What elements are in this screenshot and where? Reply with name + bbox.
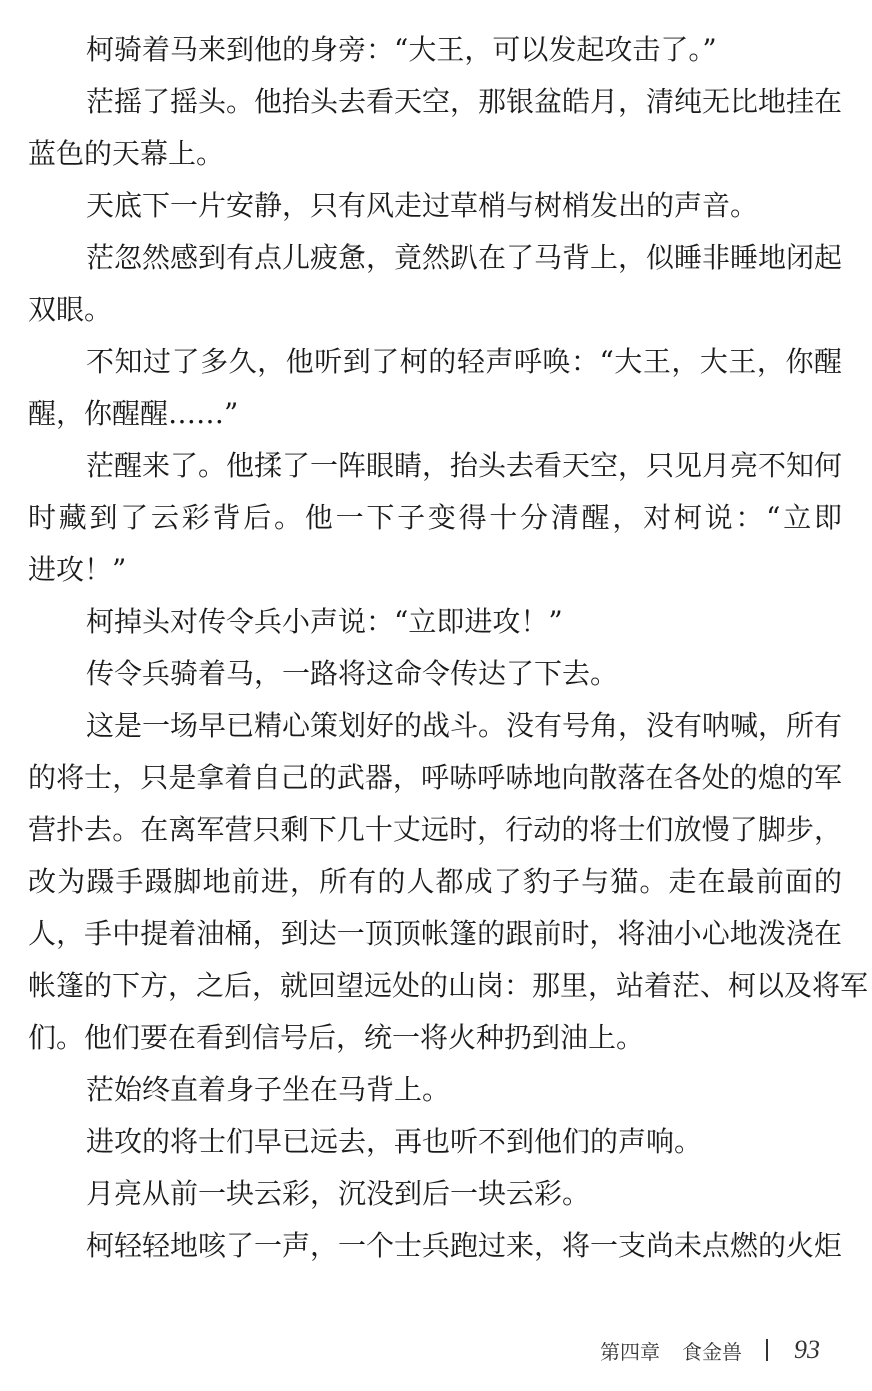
paragraph-line: 人，手中提着油桶，到达一顶顶帐篷的跟前时，将油小心地泼浇在: [28, 917, 842, 950]
paragraph-first-line: 茫摇了摇头。他抬头去看天空，那银盆皓月，清纯无比地挂在: [86, 85, 843, 118]
page-footer: [600, 1332, 820, 1368]
paragraph-first-line: 这是一场早已精心策划好的战斗。没有号角，没有呐喊，所有: [86, 709, 843, 742]
paragraph-first-line: 茫醒来了。他揉了一阵眼睛，抬头去看天空，只见月亮不知何: [86, 449, 843, 482]
paragraph-line: 营扑去。在离军营只剩下几十丈远时，行动的将士们放慢了脚步，: [28, 813, 842, 846]
paragraph-line: 双眼。: [28, 293, 113, 326]
paragraph-line: 们。他们要在看到信号后，统一将火种扔到油上。: [28, 1021, 645, 1054]
paragraph-first-line: 不知过了多久，他听到了柯的轻声呼唤：“大王，大王，你醒: [86, 345, 842, 378]
paragraph-line: 醒，你醒醒……”: [28, 397, 239, 430]
paragraph-first-line: 月亮从前一块云彩，沉没到后一块云彩。: [86, 1177, 591, 1210]
paragraph-first-line: 天底下一片安静，只有风走过草梢与树梢发出的声音。: [86, 189, 759, 222]
paragraph-first-line: 柯轻轻地咳了一声，一个士兵跑过来，将一支尚未点燃的火炬: [86, 1229, 843, 1262]
paragraph-line: 改为蹑手蹑脚地前进，所有的人都成了豹子与猫。走在最前面的: [28, 865, 842, 898]
paragraph-first-line: 柯掉头对传令兵小声说：“立即进攻！”: [86, 605, 563, 638]
paragraph-first-line: 茫始终直着身子坐在马背上。: [86, 1073, 451, 1106]
page-body: [28, 24, 869, 1272]
paragraph-first-line: 茫忽然感到有点儿疲惫，竟然趴在了马背上，似睡非睡地闭起: [86, 241, 843, 274]
paragraph-line: 时藏到了云彩背后。他一下子变得十分清醒，对柯说：“立即: [28, 501, 842, 534]
chapter-label: 第四章: [600, 1339, 660, 1364]
paragraph-line: 的将士，只是拿着自己的武器，呼哧呼哧地向散落在各处的熄的军: [28, 761, 842, 794]
paragraph-first-line: 进攻的将士们早已远去，再也听不到他们的声响。: [86, 1125, 703, 1158]
paragraph-line: 进攻！”: [28, 553, 127, 586]
paragraph-line: 蓝色的天幕上。: [28, 137, 225, 170]
paragraph-line: 帐篷的下方，之后，就回望远处的山岗：那里，站着茫、柯以及将军: [28, 969, 869, 1002]
chapter-title: 食金兽: [682, 1339, 742, 1364]
paragraph-first-line: 传令兵骑着马，一路将这命令传达了下去。: [86, 657, 619, 690]
page-number: 93: [794, 1335, 820, 1364]
paragraph-first-line: 柯骑着马来到他的身旁：“大王，可以发起攻击了。”: [86, 33, 717, 66]
footer-divider: [766, 1339, 768, 1361]
